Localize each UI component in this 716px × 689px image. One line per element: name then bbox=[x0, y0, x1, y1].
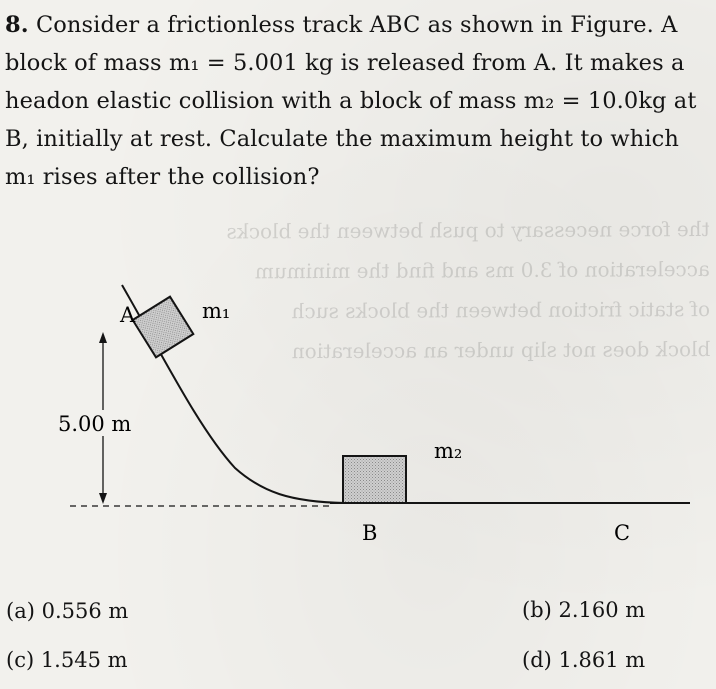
question-line-2: block of mass m₁ = 5.001 kg is released from A. It makes a bbox=[5, 50, 685, 76]
label-a: A bbox=[120, 303, 136, 327]
question-line-4: B, initially at rest. Calculate the maximum height to which bbox=[5, 126, 679, 152]
question-line-1: 8. Consider a frictionless track ABC as shown in Figure. A bbox=[5, 12, 678, 38]
height-label: 5.00 m bbox=[58, 412, 132, 436]
block-m1 bbox=[133, 297, 194, 358]
option-b[interactable]: (b) 2.160 m bbox=[522, 598, 646, 622]
height-arrow-head-down bbox=[99, 493, 107, 504]
question-line-3: headon elastic collision with a block of mass m₂ = 10.0kg at bbox=[5, 88, 697, 114]
label-m2: m₂ bbox=[434, 439, 463, 463]
label-m1: m₁ bbox=[202, 299, 231, 323]
option-d[interactable]: (d) 1.861 m bbox=[522, 648, 646, 672]
label-b: B bbox=[362, 521, 378, 545]
option-c[interactable]: (c) 1.545 m bbox=[6, 648, 128, 672]
height-arrow-head-up bbox=[99, 332, 107, 343]
bleed-through-text: the force necessary to push between the blocks acceleration of 3.0 ms and find the minimum of static friction between the blocks such block does not slip under an acceleration bbox=[226, 217, 711, 364]
block-m2 bbox=[343, 456, 406, 503]
label-c: C bbox=[614, 521, 631, 545]
question-number: 8. bbox=[5, 12, 29, 38]
question-line-5: m₁ rises after the collision? bbox=[5, 164, 320, 190]
option-a[interactable]: (a) 0.556 m bbox=[6, 599, 129, 623]
